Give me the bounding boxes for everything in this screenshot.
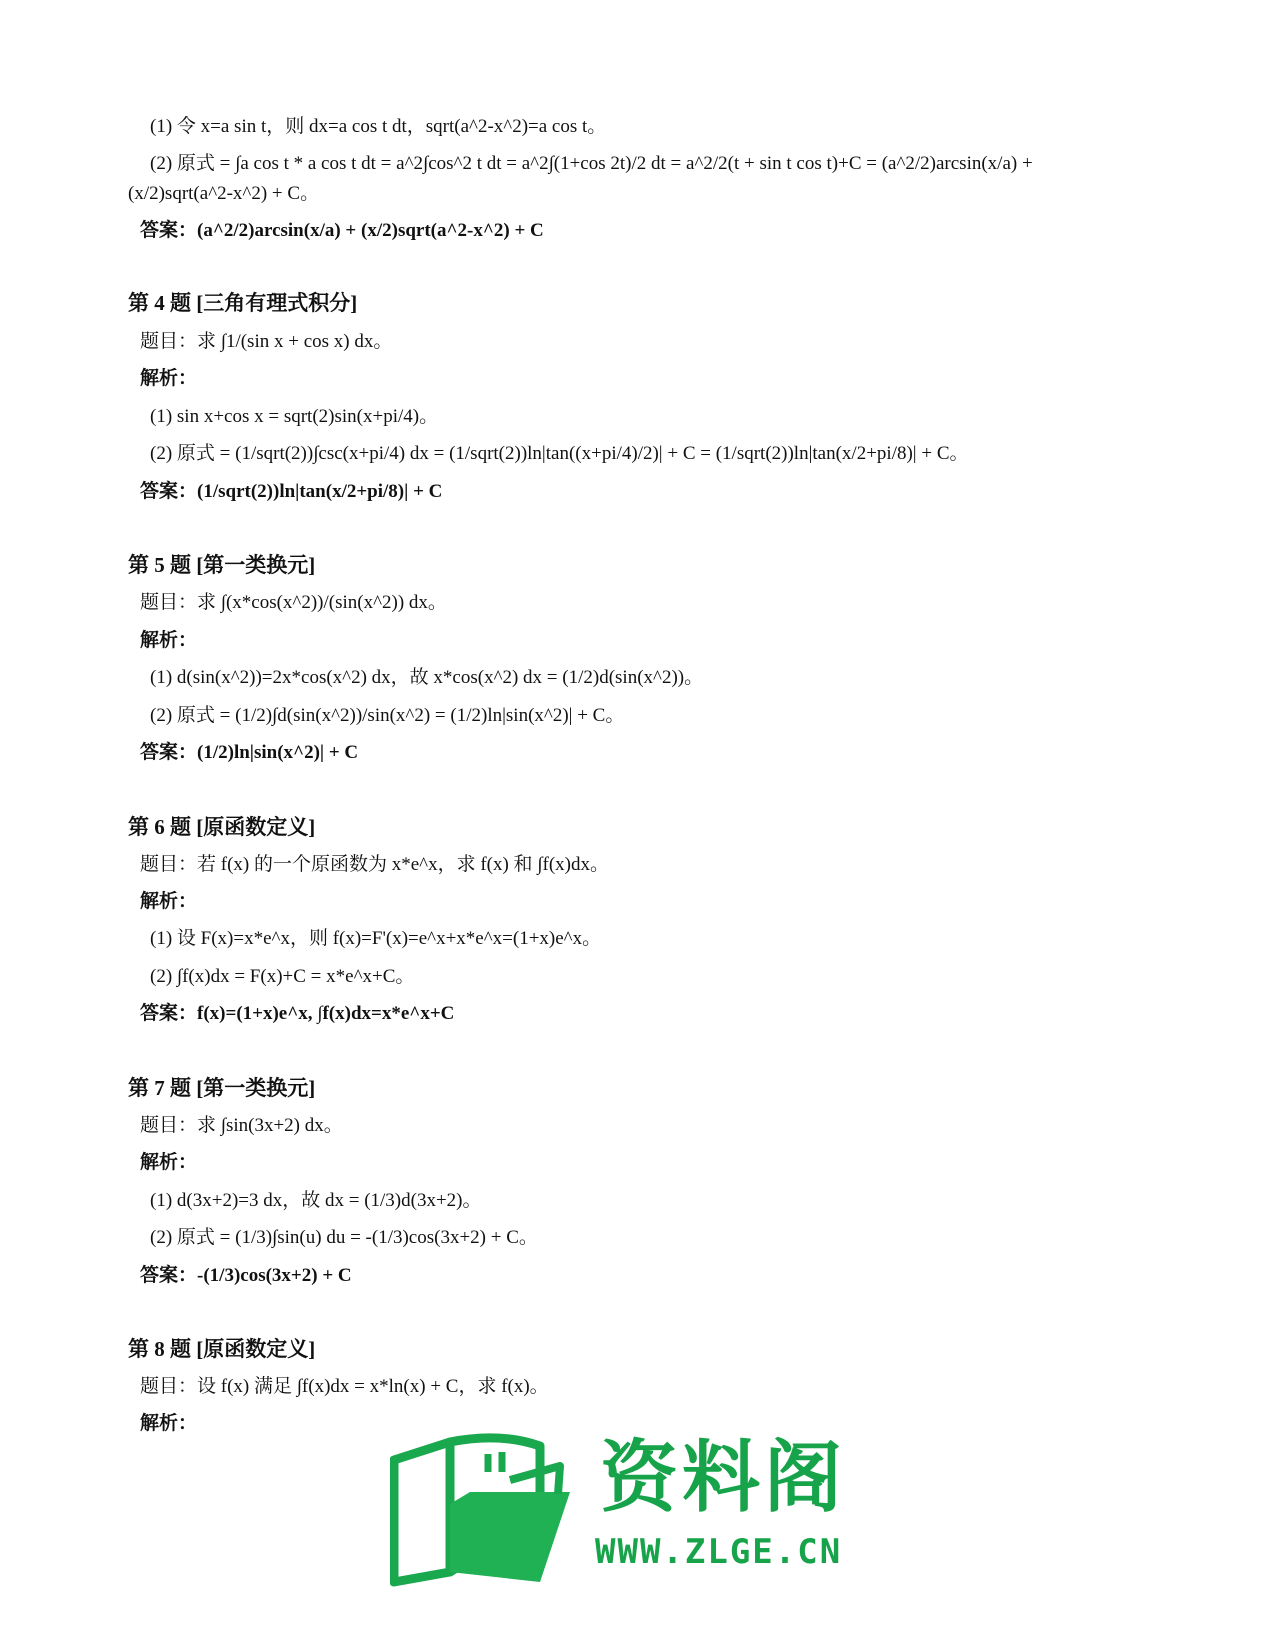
q4-question: 题目：求 ∫1/(sin x + cos x) dx。 — [140, 331, 393, 352]
q5-question: 题目：求 ∫(x*cos(x^2))/(sin(x^2)) dx。 — [140, 592, 447, 613]
answer-value: (a^2/2)arcsin(x/a) + (x/2)sqrt(a^2-x^2) + C — [197, 220, 544, 241]
q4-step-1: (1) sin x+cos x = sqrt(2)sin(x+pi/4)。 — [150, 406, 439, 427]
answer-value: f(x)=(1+x)e^x, ∫f(x)dx=x*e^x+C — [197, 1003, 455, 1024]
q7-step-2: (2) 原式 = (1/3)∫sin(u) du = -(1/3)cos(3x+2) + C。 — [150, 1227, 538, 1248]
watermark-url: WWW.ZLGE.CN — [595, 1532, 843, 1572]
q8-heading: 第 8 题 [原函数定义] — [128, 1337, 316, 1361]
q3-answer — [140, 218, 544, 244]
answer-label: 答案： — [140, 742, 198, 763]
answer-label: 答案： — [140, 220, 198, 241]
watermark-name: 资料阁 — [600, 1433, 847, 1523]
q5-heading: 第 5 题 [第一类换元] — [128, 553, 316, 577]
answer-label: 答案： — [140, 1003, 198, 1024]
answer-value: (1/2)ln|sin(x^2)| + C — [197, 742, 359, 763]
q8-analysis-label: 解析： — [140, 1413, 198, 1434]
q7-heading: 第 7 题 [第一类换元] — [128, 1076, 316, 1100]
q7-answer — [140, 1263, 352, 1289]
q6-heading: 第 6 题 [原函数定义] — [128, 815, 316, 839]
book-folder-icon — [390, 1432, 590, 1592]
q6-step-1: (1) 设 F(x)=x*e^x，则 f(x)=F'(x)=e^x+x*e^x=(1+x)e^x。 — [150, 928, 602, 949]
watermark-logo — [390, 1432, 860, 1592]
answer-label: 答案： — [140, 1265, 198, 1286]
q3-step-1: (1) 令 x=a sin t，则 dx=a cos t dt，sqrt(a^2-x^2)=a cos t。 — [150, 116, 607, 137]
q3-step-2: (2) 原式 = ∫a cos t * a cos t dt = a^2∫cos^2 t dt = a^2∫(1+cos 2t)/2 dt = a^2/2(t + sin t cos t)+C = (a^2/2)arcsin(x/a) + — [150, 153, 1033, 174]
q6-step-2: (2) ∫f(x)dx = F(x)+C = x*e^x+C。 — [150, 966, 415, 987]
q6-question: 题目：若 f(x) 的一个原函数为 x*e^x，求 f(x) 和 ∫f(x)dx。 — [140, 854, 609, 875]
q5-step-2: (2) 原式 = (1/2)∫d(sin(x^2))/sin(x^2) = (1/2)ln|sin(x^2)| + C。 — [150, 705, 625, 726]
q4-answer — [140, 479, 442, 505]
q5-analysis-label: 解析： — [140, 630, 198, 651]
q5-answer — [140, 740, 358, 766]
answer-value: (1/sqrt(2))ln|tan(x/2+pi/8)| + C — [197, 481, 443, 502]
q6-answer — [140, 1001, 454, 1027]
q4-analysis-label: 解析： — [140, 368, 198, 389]
q4-step-2: (2) 原式 = (1/sqrt(2))∫csc(x+pi/4) dx = (1/sqrt(2))ln|tan((x+pi/4)/2)| + C = (1/sqrt(2))ln|tan(x/2+pi/8)| + C。 — [150, 443, 969, 464]
q5-step-1: (1) d(sin(x^2))=2x*cos(x^2) dx，故 x*cos(x^2) dx = (1/2)d(sin(x^2))。 — [150, 667, 704, 688]
q6-analysis-label: 解析： — [140, 891, 198, 912]
q7-analysis-label: 解析： — [140, 1152, 198, 1173]
q4-heading: 第 4 题 [三角有理式积分] — [128, 291, 358, 315]
q3-step-2-cont: (x/2)sqrt(a^2-x^2) + C。 — [128, 183, 320, 204]
answer-label: 答案： — [140, 481, 198, 502]
q8-question: 题目：设 f(x) 满足 ∫f(x)dx = x*ln(x) + C，求 f(x)。 — [140, 1376, 549, 1397]
q7-question: 题目：求 ∫sin(3x+2) dx。 — [140, 1115, 343, 1136]
answer-value: -(1/3)cos(3x+2) + C — [197, 1265, 352, 1286]
q7-step-1: (1) d(3x+2)=3 dx，故 dx = (1/3)d(3x+2)。 — [150, 1190, 482, 1211]
